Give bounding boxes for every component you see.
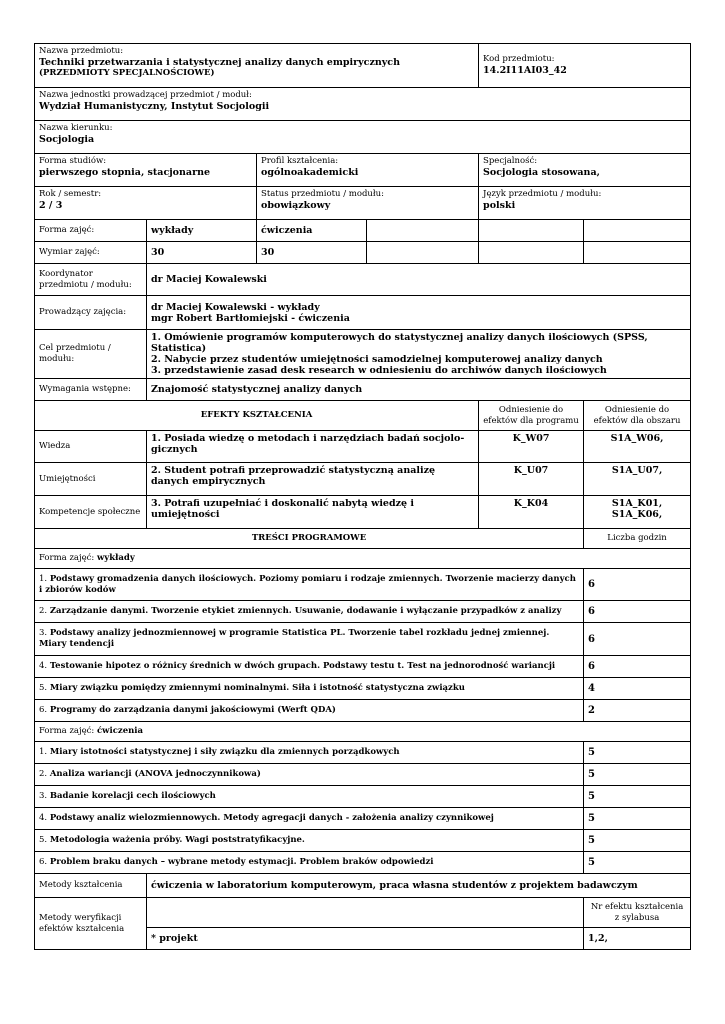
effect-description: 3. Potrafi uzupełniać i doskonalić nabytą wiedzę i umiejętności	[147, 496, 479, 529]
study-form-label: Forma studiów:	[39, 156, 107, 166]
instructors-label: Prowadzący zajęcia:	[35, 296, 147, 330]
effect-row	[35, 463, 691, 496]
status-cell	[257, 187, 479, 220]
coordinator-label: Koordynator przedmiotu / modułu:	[35, 264, 147, 296]
exercise-topic	[35, 764, 584, 786]
syllabus-table	[34, 43, 691, 950]
exercise-topic-row	[35, 786, 691, 808]
effect-description: 2. Student potrafi przeprowadzić statystyczną analizę danych empirycznych	[147, 463, 479, 496]
lecture-form-cell	[35, 549, 691, 569]
topic-hours: 6	[584, 569, 691, 601]
effects-area-header: Odniesienie do efektów dla obszaru	[584, 401, 691, 431]
exercise-topic-row	[35, 742, 691, 764]
lecture-form-value: wykłady	[96, 553, 135, 563]
topic-number: 5.	[39, 683, 48, 693]
class-form-empty-1	[367, 220, 479, 242]
effects-title: EFEKTY KSZTAŁCENIA	[35, 401, 479, 431]
effect-category: Kompetencje społeczne	[35, 496, 147, 529]
coordinator-value: dr Maciej Kowalewski	[147, 264, 691, 296]
subject-code: 14.2I11AI03_42	[483, 65, 567, 76]
topic-number: 3.	[39, 791, 48, 801]
verification-header-row	[35, 898, 691, 928]
year-value: 2 / 3	[39, 200, 63, 211]
requirements-row	[35, 379, 691, 401]
class-form-lecture: wykłady	[147, 220, 257, 242]
class-form-label: Forma zajęć:	[35, 220, 147, 242]
topic-number: 1.	[39, 573, 48, 584]
lecture-topic	[35, 656, 584, 678]
unit-cell	[35, 88, 691, 121]
topic-text: Problem braku danych – wybrane metody estymacji. Problem braków odpowiedzi	[49, 857, 434, 867]
topic-text: Badanie korelacji cech ilościowych	[49, 791, 216, 801]
effect-program-ref: K_U07	[479, 463, 584, 496]
subject-name-cell	[35, 44, 479, 88]
verification-col-label: Nr efektu kształcenia z sylabusa	[584, 898, 691, 928]
exercise-form-row	[35, 722, 691, 742]
topic-text: Podstawy analizy jednozmiennowej w programie Statistica PL. Tworzenie tabel rozkładu jednej zmiennej. Miary tendencji	[39, 628, 550, 649]
exercise-topic	[35, 786, 584, 808]
exercise-form-cell	[35, 722, 691, 742]
instructor-line: dr Maciej Kowalewski - wykłady	[151, 301, 320, 313]
effect-area-ref: S1A_W06,	[584, 431, 691, 463]
topic-hours: 4	[584, 678, 691, 700]
exercise-topic-row	[35, 808, 691, 830]
instructors-row	[35, 296, 691, 330]
lecture-topic-row	[35, 678, 691, 700]
profile-label: Profil kształcenia:	[261, 156, 339, 166]
lecture-form-label: Forma zajęć:	[39, 553, 95, 563]
unit-row	[35, 88, 691, 121]
status-value: obowiązkowy	[261, 200, 331, 211]
effect-area-cell	[584, 496, 691, 529]
effect-area-ref: S1A_U07,	[584, 463, 691, 496]
verification-effects: 1,2,	[584, 928, 691, 950]
goal-cell	[147, 330, 691, 379]
goal-line: 1. Omówienie programów komputerowych do statystycznej analizy danych ilościowych (SPSS, Statistica)	[151, 332, 648, 354]
effect-category: Umiejętności	[35, 463, 147, 496]
effect-program-ref: K_K04	[479, 496, 584, 529]
hours-empty-3	[584, 242, 691, 264]
goal-label: Cel przedmiotu / modułu:	[35, 330, 147, 379]
topic-number: 6.	[39, 857, 48, 867]
verification-empty	[147, 898, 584, 928]
topic-number: 4.	[39, 661, 48, 671]
study-form-cell	[35, 154, 257, 187]
instructor-line: mgr Robert Bartłomiejski - ćwiczenia	[151, 312, 350, 324]
field-value: Socjologia	[39, 134, 95, 145]
exercise-topic	[35, 808, 584, 830]
requirements-label: Wymagania wstępne:	[35, 379, 147, 401]
topic-number: 4.	[39, 813, 48, 823]
language-value: polski	[483, 200, 516, 211]
language-cell	[479, 187, 691, 220]
content-hours-header: Liczba godzin	[584, 529, 691, 549]
class-form-row	[35, 220, 691, 242]
topic-hours: 5	[584, 830, 691, 852]
lecture-topic-row	[35, 601, 691, 623]
specialty-cell	[479, 154, 691, 187]
subject-code-label: Kod przedmiotu:	[483, 54, 555, 64]
language-label: Język przedmiotu / modułu:	[483, 189, 602, 199]
lecture-topic	[35, 601, 584, 623]
content-header-row	[35, 529, 691, 549]
hours-row	[35, 242, 691, 264]
topic-text: Testowanie hipotez o różnicy średnich w dwóch grupach. Podstawy testu t. Test na jednorodność wariancji	[49, 661, 556, 671]
class-form-exercise: ćwiczenia	[257, 220, 367, 242]
verification-label: Metody weryfikacji efektów kształcenia	[35, 898, 147, 950]
topic-number: 6.	[39, 705, 48, 715]
coordinator-row	[35, 264, 691, 296]
topic-hours: 5	[584, 742, 691, 764]
methods-value: ćwiczenia w laboratorium komputerowym, praca własna studentów z projektem badawczym	[147, 874, 691, 898]
topic-hours: 6	[584, 656, 691, 678]
lecture-topic-row	[35, 700, 691, 722]
profile-cell	[257, 154, 479, 187]
topic-number: 5.	[39, 835, 48, 845]
topic-text: Miary związku pomiędzy zmiennymi nominalnymi. Siła i istotność statystyczna związku	[49, 683, 465, 693]
effect-category: Wiedza	[35, 431, 147, 463]
topic-hours: 6	[584, 623, 691, 656]
hours-label: Wymiar zajęć:	[35, 242, 147, 264]
lecture-topic-row	[35, 656, 691, 678]
goal-row	[35, 330, 691, 379]
subject-group: (PRZEDMIOTY SPECJALNOŚCIOWE)	[39, 68, 215, 78]
subject-name-label: Nazwa przedmiotu:	[39, 46, 124, 56]
exercise-topic-row	[35, 764, 691, 786]
methods-row	[35, 874, 691, 898]
hours-exercise: 30	[257, 242, 367, 264]
status-label: Status przedmiotu / modułu:	[261, 189, 384, 199]
lecture-topic	[35, 569, 584, 601]
instructors-cell	[147, 296, 691, 330]
subject-name: Techniki przetwarzania i statystycznej analizy danych empirycznych	[39, 57, 400, 68]
topic-hours: 5	[584, 852, 691, 874]
exercise-topic-row	[35, 852, 691, 874]
lecture-topic	[35, 623, 584, 656]
lecture-topic-row	[35, 569, 691, 601]
class-form-empty-3	[584, 220, 691, 242]
unit-label: Nazwa jednostki prowadzącej przedmiot / moduł:	[39, 90, 252, 100]
hours-lecture: 30	[147, 242, 257, 264]
effect-program-ref: K_W07	[479, 431, 584, 463]
study-form-row	[35, 154, 691, 187]
topic-text: Zarządzanie danymi. Tworzenie etykiet zmiennych. Usuwanie, dodawanie i wyłączanie przypadków z analizy	[49, 606, 562, 616]
study-form-value: pierwszego stopnia, stacjonarne	[39, 167, 211, 178]
topic-hours: 5	[584, 764, 691, 786]
topic-number: 2.	[39, 606, 48, 616]
topic-number: 1.	[39, 747, 48, 757]
topic-number: 3.	[39, 628, 48, 638]
lecture-topic	[35, 700, 584, 722]
exercise-form-label: Forma zajęć:	[39, 726, 95, 736]
exercise-topic-row	[35, 830, 691, 852]
lecture-form-row	[35, 549, 691, 569]
field-label: Nazwa kierunku:	[39, 123, 113, 133]
year-label: Rok / semestr:	[39, 189, 102, 199]
field-row	[35, 121, 691, 154]
effect-area-ref: S1A_K01,	[611, 498, 663, 509]
exercise-form-value: ćwiczenia	[96, 726, 144, 736]
goal-line: 2. Nabycie przez studentów umiejętności samodzielnej komputerowej analizy danych	[151, 354, 603, 365]
topic-text: Analiza wariancji (ANOVA jednoczynnikowa)	[49, 769, 261, 779]
topic-hours: 2	[584, 700, 691, 722]
topic-hours: 5	[584, 808, 691, 830]
syllabus-document	[34, 43, 690, 950]
lecture-topic	[35, 678, 584, 700]
verification-method: * projekt	[147, 928, 584, 950]
exercise-topic	[35, 830, 584, 852]
content-title: TREŚCI PROGRAMOWE	[35, 529, 584, 549]
topic-hours: 5	[584, 786, 691, 808]
effects-program-header: Odniesienie do efektów dla programu	[479, 401, 584, 431]
year-row	[35, 187, 691, 220]
effect-row	[35, 431, 691, 463]
hours-empty-1	[367, 242, 479, 264]
subject-code-cell	[479, 44, 691, 88]
topic-text: Podstawy analiz wielozmiennowych. Metody agregacji danych - założenia analizy czynnikowej	[49, 813, 494, 823]
goal-line: 3. przedstawienie zasad desk research w odniesieniu do archiwów danych ilościowych	[151, 365, 607, 376]
year-cell	[35, 187, 257, 220]
topic-hours: 6	[584, 601, 691, 623]
topic-number: 2.	[39, 769, 48, 779]
subject-row	[35, 44, 691, 88]
effect-row	[35, 496, 691, 529]
effect-area-ref: S1A_K06,	[611, 509, 663, 520]
exercise-topic	[35, 852, 584, 874]
topic-text: Programy do zarządzania danymi jakościowymi (Werft QDA)	[49, 705, 336, 715]
hours-empty-2	[479, 242, 584, 264]
profile-value: ogólnoakademicki	[261, 167, 359, 178]
topic-text: Miary istotności statystycznej i siły związku dla zmiennych porządkowych	[49, 747, 400, 757]
effects-header-row	[35, 401, 691, 431]
topic-text: Podstawy gromadzenia danych ilościowych. Poziomy pomiaru i rodzaje zmiennych. Tworzenie macierzy danych i zbiorów kodów	[39, 573, 576, 595]
specialty-value: Socjologia stosowana,	[483, 167, 600, 178]
methods-label: Metody kształcenia	[35, 874, 147, 898]
unit-value: Wydział Humanistyczny, Instytut Socjologii	[39, 101, 270, 112]
specialty-label: Specjalność:	[483, 156, 538, 166]
topic-text: Metodologia ważenia próby. Wagi poststratyfikacyjne.	[49, 835, 305, 845]
class-form-empty-2	[479, 220, 584, 242]
lecture-topic-row	[35, 623, 691, 656]
field-cell	[35, 121, 691, 154]
effect-description: 1. Posiada wiedzę o metodach i narzędziach badań socjolo-gicznych	[147, 431, 479, 463]
exercise-topic	[35, 742, 584, 764]
requirements-value: Znajomość statystycznej analizy danych	[147, 379, 691, 401]
